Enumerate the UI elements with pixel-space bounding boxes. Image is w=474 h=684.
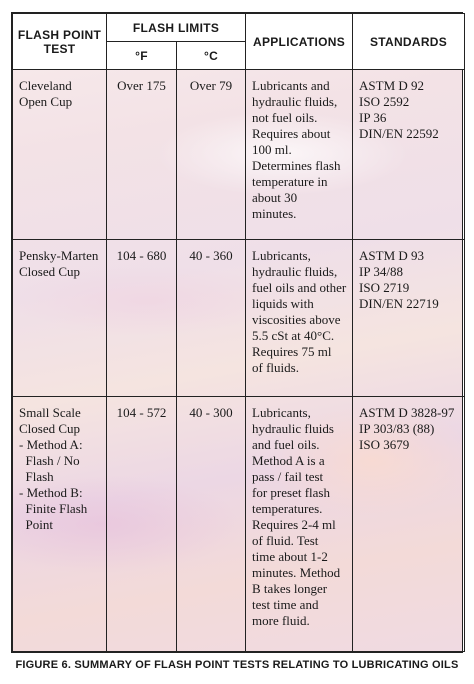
celsius-cell: 40 - 360: [177, 240, 246, 397]
table-row: [13, 240, 465, 397]
test-line: Flash / No: [19, 453, 80, 468]
header-standards: STANDARDS: [353, 14, 465, 70]
standards-cell: [353, 70, 465, 240]
applications-line: about 30: [252, 190, 298, 205]
test-line: Flash: [19, 469, 54, 484]
applications-cell: [246, 397, 353, 652]
applications-line: fuel oils and other: [252, 280, 347, 295]
header-flash-limits: FLASH LIMITS: [107, 14, 246, 42]
flash-point-table: [12, 13, 465, 652]
standards-line: DIN/EN 22719: [359, 296, 439, 311]
applications-line: Lubricants,: [252, 248, 311, 263]
test-cell: [13, 397, 107, 652]
applications-line: and fuel oils.: [252, 437, 320, 452]
header-celsius: °C: [177, 42, 246, 70]
applications-line: liquids with: [252, 296, 314, 311]
header-test-line: TEST: [43, 41, 76, 56]
applications-line: more fluid.: [252, 613, 310, 628]
test-line: Closed Cup: [19, 421, 81, 436]
standards-line: DIN/EN 22592: [359, 126, 439, 141]
test-line: Closed Cup: [19, 264, 81, 279]
standards-line: IP 303/83 (88): [359, 421, 435, 436]
applications-line: of fluid. Test: [252, 533, 319, 548]
standards-cell: [353, 240, 465, 397]
test-line: Finite Flash: [19, 501, 88, 516]
standards-line: IP 36: [359, 110, 387, 125]
applications-line: pass / fail test: [252, 469, 324, 484]
applications-cell: [246, 70, 353, 240]
test-line: Cleveland: [19, 78, 72, 93]
applications-line: Requires 75 ml: [252, 344, 332, 359]
applications-cell: [246, 240, 353, 397]
applications-line: of fluids.: [252, 360, 299, 375]
header-fahrenheit: °F: [107, 42, 177, 70]
applications-line: temperature in: [252, 174, 328, 189]
test-line: Pensky-Marten: [19, 248, 99, 263]
applications-line: time about 1-2: [252, 549, 328, 564]
test-cell: [13, 240, 107, 397]
test-line: Open Cup: [19, 94, 73, 109]
standards-line: IP 34/88: [359, 264, 403, 279]
standards-line: ASTM D 93: [359, 248, 425, 263]
celsius-cell: 40 - 300: [177, 397, 246, 652]
fahrenheit-cell: 104 - 572: [107, 397, 177, 652]
standards-cell: [353, 397, 465, 652]
header-applications: APPLICATIONS: [246, 14, 353, 70]
applications-line: Requires 2-4 ml: [252, 517, 336, 532]
applications-line: temperatures.: [252, 501, 323, 516]
applications-line: 5.5 cSt at 40°C.: [252, 328, 335, 343]
applications-line: viscosities above: [252, 312, 341, 327]
standards-line: ASTM D 3828-97: [359, 405, 455, 420]
applications-line: hydraulic fluids,: [252, 264, 338, 279]
test-line: - Method B:: [19, 485, 83, 500]
applications-line: Requires about: [252, 126, 331, 141]
figure-caption: FIGURE 6. SUMMARY OF FLASH POINT TESTS RELATING TO LUBRICATING OILS: [15, 659, 459, 671]
applications-line: for preset flash: [252, 485, 330, 500]
header-flash-point-test: [13, 14, 107, 70]
fahrenheit-cell: 104 - 680: [107, 240, 177, 397]
standards-line: ISO 2719: [359, 280, 410, 295]
applications-line: B takes longer: [252, 581, 328, 596]
applications-line: Determines flash: [252, 158, 341, 173]
test-line: Small Scale: [19, 405, 81, 420]
applications-line: not fuel oils.: [252, 110, 318, 125]
table-row: [13, 397, 465, 652]
test-line: - Method A:: [19, 437, 83, 452]
table-row: [13, 70, 465, 240]
applications-line: Lubricants and: [252, 78, 330, 93]
applications-line: Lubricants,: [252, 405, 311, 420]
header-test-line: FLASH POINT: [17, 27, 102, 42]
applications-line: hydraulic fluids,: [252, 94, 338, 109]
flash-point-table-container: [11, 12, 463, 653]
standards-line: ISO 2592: [359, 94, 410, 109]
test-cell: [13, 70, 107, 240]
applications-line: 100 ml.: [252, 142, 292, 157]
celsius-cell: Over 79: [177, 70, 246, 240]
applications-line: Method A is a: [252, 453, 325, 468]
standards-line: ISO 3679: [359, 437, 410, 452]
applications-line: minutes.: [252, 206, 297, 221]
standards-line: ASTM D 92: [359, 78, 425, 93]
applications-line: test time and: [252, 597, 319, 612]
applications-line: hydraulic fluids: [252, 421, 334, 436]
fahrenheit-cell: Over 175: [107, 70, 177, 240]
test-line: Point: [19, 517, 53, 532]
applications-line: minutes. Method: [252, 565, 341, 580]
